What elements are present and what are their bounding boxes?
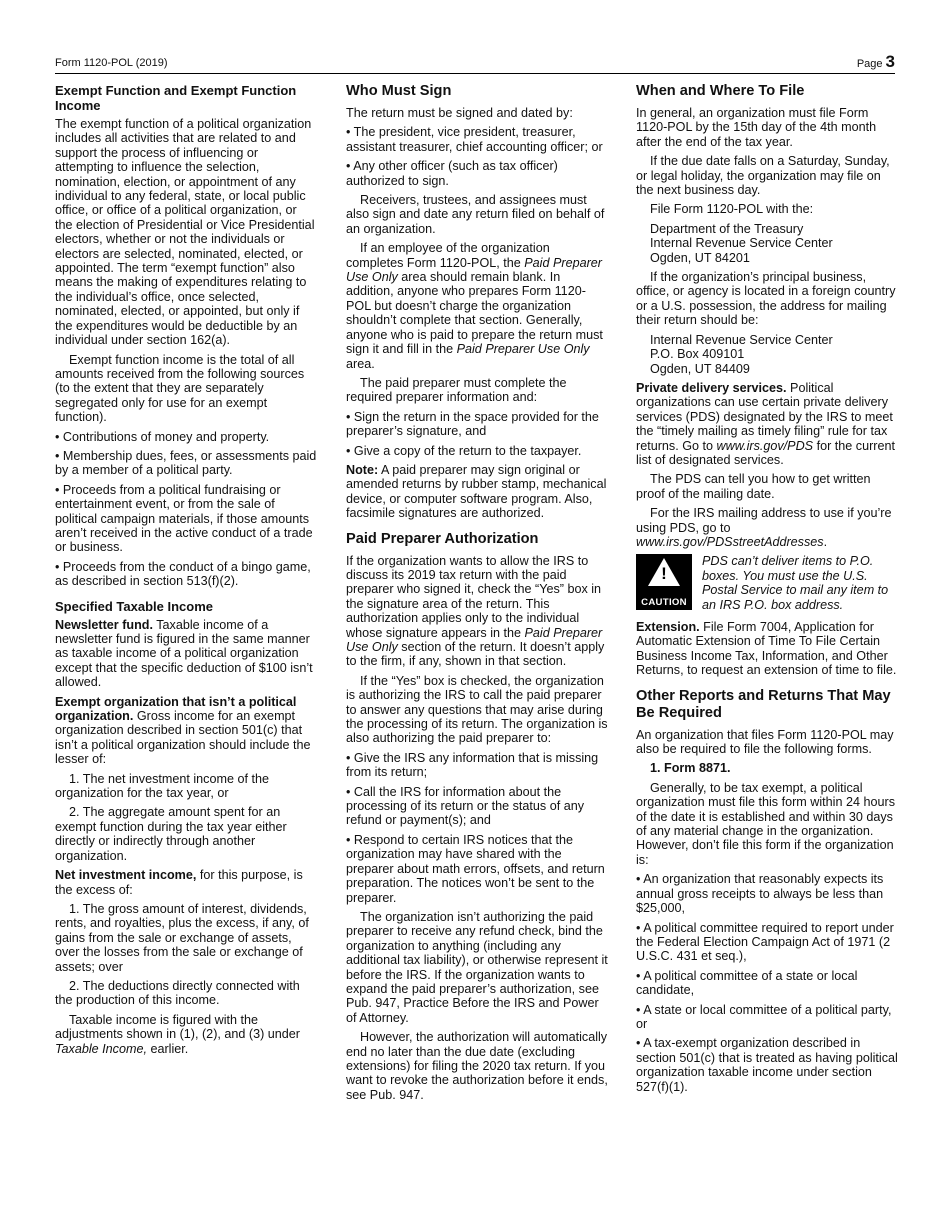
caution-icon <box>636 554 692 610</box>
run-in-heading: Exempt organization that isn’t a political organization. <box>55 694 297 724</box>
exclamation-mark: ! <box>661 564 667 584</box>
bullet-item: • A political committee of a state or local candidate, <box>636 968 858 998</box>
paragraph: An organization that files Form 1120-POL may also be required to file the following forms. <box>636 727 894 757</box>
bullet-item: • A tax-exempt organization described in section 501(c) that is treated as having political organization taxable income under section 527(f)(1). <box>636 1036 898 1094</box>
url-text: www.irs.gov/PDSstreetAddresses <box>636 534 824 549</box>
run-in-heading: Extension. <box>636 620 700 634</box>
text-run: area. <box>346 356 375 371</box>
run-in-heading: Private delivery services. <box>636 380 787 395</box>
text-run: Taxable income of a newsletter fund is figured in the same manner as taxable income of a political organization except that the specific deduction of $100 isn’t allowed. <box>55 617 313 690</box>
address-line: Internal Revenue Service Center <box>650 332 833 347</box>
page-label: Page <box>856 58 883 70</box>
caution-box <box>636 554 898 612</box>
text-run: earlier. <box>146 1041 189 1056</box>
heading-paid-preparer-authorization: Paid Preparer Authorization <box>346 530 539 547</box>
bullet-item: • The president, vice president, treasurer, assistant treasurer, chief accounting officer; or <box>346 125 603 154</box>
note-paragraph <box>346 463 608 521</box>
bullet-item: • Proceeds from the conduct of a bingo game, as described in section 513(f)(2). <box>55 559 311 589</box>
paragraph-pds-address <box>636 506 898 549</box>
paragraph: The paid preparer must complete the required preparer information and: <box>346 375 567 405</box>
bullet-item: • Contributions of money and property. <box>55 429 270 444</box>
note-label: Note: <box>346 462 379 477</box>
text-run: Gross income for an exempt organization described in section 501(c) that isn’t a political organization should include the lesser of: <box>55 709 311 767</box>
paragraph: If the organization’s principal business, office, or agency is located in a foreign country or a U.S. possession, the address for mailing their return should be: <box>636 270 896 328</box>
italic-reference: Taxable Income, <box>55 1041 147 1056</box>
paragraph-private-delivery <box>636 381 898 467</box>
text-run: Taxable income is figured with the adjustments shown in (1), (2), and (3) under <box>55 1012 300 1042</box>
caution-label: CAUTION <box>641 597 687 609</box>
numbered-item: 2. The aggregate amount spent for an exempt function during the tax year either directly or indirectly through another organization. <box>55 805 287 863</box>
text-run: . <box>823 534 828 549</box>
paragraph-exempt-org <box>55 695 317 767</box>
heading-who-must-sign: Who Must Sign <box>346 83 452 99</box>
paragraph-newsletter-fund <box>55 618 317 690</box>
heading-other-reports: Other Reports and Returns That May Be Required <box>636 687 891 721</box>
paragraph-authorization <box>346 554 608 669</box>
page-header <box>55 52 895 74</box>
address-line: Internal Revenue Service Center <box>650 236 833 251</box>
italic-reference: Paid Preparer Use Only <box>346 255 602 285</box>
paragraph-extension <box>636 620 898 678</box>
column-3 <box>636 83 898 1099</box>
text-run: Political organizations can use certain private delivery services (PDS) designated by the IRS to meet the “timely mailing as timely filing” rule for tax returns. Go to <box>636 380 893 453</box>
bullet-item: • Give the IRS any information that is missing from its return; <box>346 750 599 780</box>
italic-reference: Paid Preparer Use Only <box>456 342 590 357</box>
bullet-item: • A state or local committee of a political party, or <box>636 1002 892 1031</box>
address-line: P.O. Box 409101 <box>650 347 745 362</box>
italic-reference: Paid Preparer Use Only <box>346 625 603 654</box>
text-run: If an employee of the organization completes Form 1120-POL, the <box>346 241 550 270</box>
heading-exempt-function: Exempt Function and Exempt Function Income <box>55 83 297 113</box>
paragraph: The return must be signed and dated by: <box>346 106 573 120</box>
bullet-item: • Membership dues, fees, or assessments paid by a member of a political party. <box>55 448 317 478</box>
page-indicator <box>857 52 895 72</box>
text-run: section of the return. It doesn’t apply to the firm, if any, shown in that section. <box>346 640 605 669</box>
bullet-item: • Call the IRS for information about the processing of its return or the status of any refund or payment(s); and <box>346 784 585 828</box>
url-text: www.irs.gov/PDS <box>716 438 814 453</box>
text-run: for the current list of designated services. <box>636 438 895 467</box>
subheading-form-8871: 1. Form 8871. <box>650 761 731 776</box>
address-line: Ogden, UT 84409 <box>650 361 750 376</box>
paragraph: If the due date falls on a Saturday, Sunday, or legal holiday, the organization may file on the next business day. <box>636 154 890 198</box>
bullet-item: • Any other officer (such as tax officer) authorized to sign. <box>346 159 558 188</box>
header-rule <box>55 73 895 74</box>
paragraph: The organization isn’t authorizing the paid preparer to receive any refund check, bind the organization to anything (including any additional tax liability), or otherwise represent it before the IRS. If the organization wants to expand the paid preparer’s authorization, see Pub. 947, Practice Before the IRS and Power of Attorney. <box>346 909 608 1025</box>
caution-text: PDS can’t deliver items to P.O. boxes. You must use the U.S. Postal Service to mail any item to an IRS P.O. box address. <box>702 554 889 612</box>
run-in-heading: Net investment income, <box>55 868 197 883</box>
heading-specified-taxable-income: Specified Taxable Income <box>55 598 213 614</box>
form-title: Form 1120-POL (2019) <box>55 57 168 69</box>
run-in-heading: Newsletter fund. <box>55 617 153 632</box>
paragraph: In general, an organization must file Form 1120-POL by the 15th day of the 4th month after the end of the tax year. <box>636 106 877 149</box>
address-line: Department of the Treasury <box>650 221 804 236</box>
paragraph: Exempt function income is the total of all amounts received from the following sources (to the extent that they are separately segregated only for use for an exempt function). <box>55 352 305 425</box>
numbered-item: 1. The net investment income of the organization for the tax year, or <box>55 771 269 801</box>
numbered-item: 2. The deductions directly connected with the production of this income. <box>55 978 300 1008</box>
paragraph: However, the authorization will automatically end no later than the due date (excluding extensions) for filing the 2020 tax return. If you want to revoke the authorization before it ends, see Pub. 947. <box>346 1030 608 1102</box>
text-run: for this purpose, is the excess of: <box>55 868 303 897</box>
text-run: For the IRS mailing address to use if you’re using PDS, go to <box>636 506 892 535</box>
address-block-ogden-84201 <box>650 222 898 265</box>
page-number: 3 <box>885 52 895 71</box>
numbered-item: 1. The gross amount of interest, dividends, rents, and royalties, plus the excess, if any, of gains from the sale or exchange of assets, over the losses from the sale or exchange of assets; over <box>55 901 309 974</box>
paragraph-taxable-income <box>55 1013 317 1056</box>
address-line: Ogden, UT 84201 <box>650 250 750 265</box>
paragraph: Receivers, trustees, and assignees must also sign and date any return filed on behalf of an organization. <box>346 193 605 236</box>
bullet-item: • Respond to certain IRS notices that the organization may have shared with the preparer about math errors, offsets, and return preparation. The notices won’t be sent to the preparer. <box>346 832 605 905</box>
text-run: File Form 7004, Application for Automatic Extension of Time To File Certain Business Income Tax, Information, and Other Returns, to request an extension of time to file. <box>636 620 897 678</box>
bullet-item: • An organization that reasonably expects its annual gross receipts to always be less than $25,000, <box>636 872 884 916</box>
paragraph: The PDS can tell you how to get written proof of the mailing date. <box>636 472 871 501</box>
heading-when-and-where-to-file: When and Where To File <box>636 83 805 99</box>
paragraph: If the “Yes” box is checked, the organization is authorizing the IRS to call the paid preparer to answer any questions that may arise during the processing of its return. The organization is also authorizing the paid preparer to: <box>346 673 608 746</box>
paragraph: File Form 1120-POL with the: <box>650 202 814 217</box>
address-block-ogden-84409 <box>650 333 898 376</box>
paragraph: The exempt function of a political organization includes all activities that are related to and support the process of influencing or attempting to influence the selection, nomination, election, or appointment of any individual to any federal, state, or local public office, or office of a political organization, or the election of Presidential or Vice Presidential electors, whether or not the individuals or electors are selected, nominated, elected, or appointed. The term “exempt function” also means the making of expenditures relating to the individual’s office, once selected, nominated, elected, or appointed, but only if the expenditures would be deductible by an individual under section 162(a). <box>55 117 315 348</box>
text-run: If the organization wants to allow the IRS to discuss its 2019 tax return with the paid preparer who signed it, check the “Yes” box in the signature area of the return. This authorization applies only to the individual whose signature appears in the <box>346 553 602 640</box>
bullet-item: • A political committee required to report under the Federal Election Campaign Act of 1971 (2 U.S.C. 431 et seq.), <box>636 920 894 964</box>
text-run: area should remain blank. In addition, anyone who prepares Form 1120-POL but doesn’t charge the organization shouldn’t complete that section. Generally, anyone who is paid to prepare the return must sign it and fill in the <box>346 270 603 357</box>
bullet-item: • Sign the return in the space provided for the preparer’s signature, and <box>346 409 599 439</box>
bullet-item: • Proceeds from a political fundraising or entertainment event, or from the sale of political campaign materials, if those amounts aren’t received in the active conduct of a trade or business. <box>55 482 313 555</box>
paragraph: Generally, to be tax exempt, a political organization must file this form within 24 hours of the date it is established and within 30 days of any material change in the organization. However, don’t file this form if the organization is: <box>636 780 895 867</box>
bullet-item: • Give a copy of the return to the taxpayer. <box>346 443 582 458</box>
paragraph-net-investment-income <box>55 868 317 897</box>
column-1 <box>55 83 317 1061</box>
text-run: A paid preparer may sign original or amended returns by rubber stamp, mechanical device, or computer software program. Also, facsimile signatures are authorized. <box>346 462 607 521</box>
column-2 <box>346 83 608 1107</box>
paragraph-employee <box>346 241 608 371</box>
